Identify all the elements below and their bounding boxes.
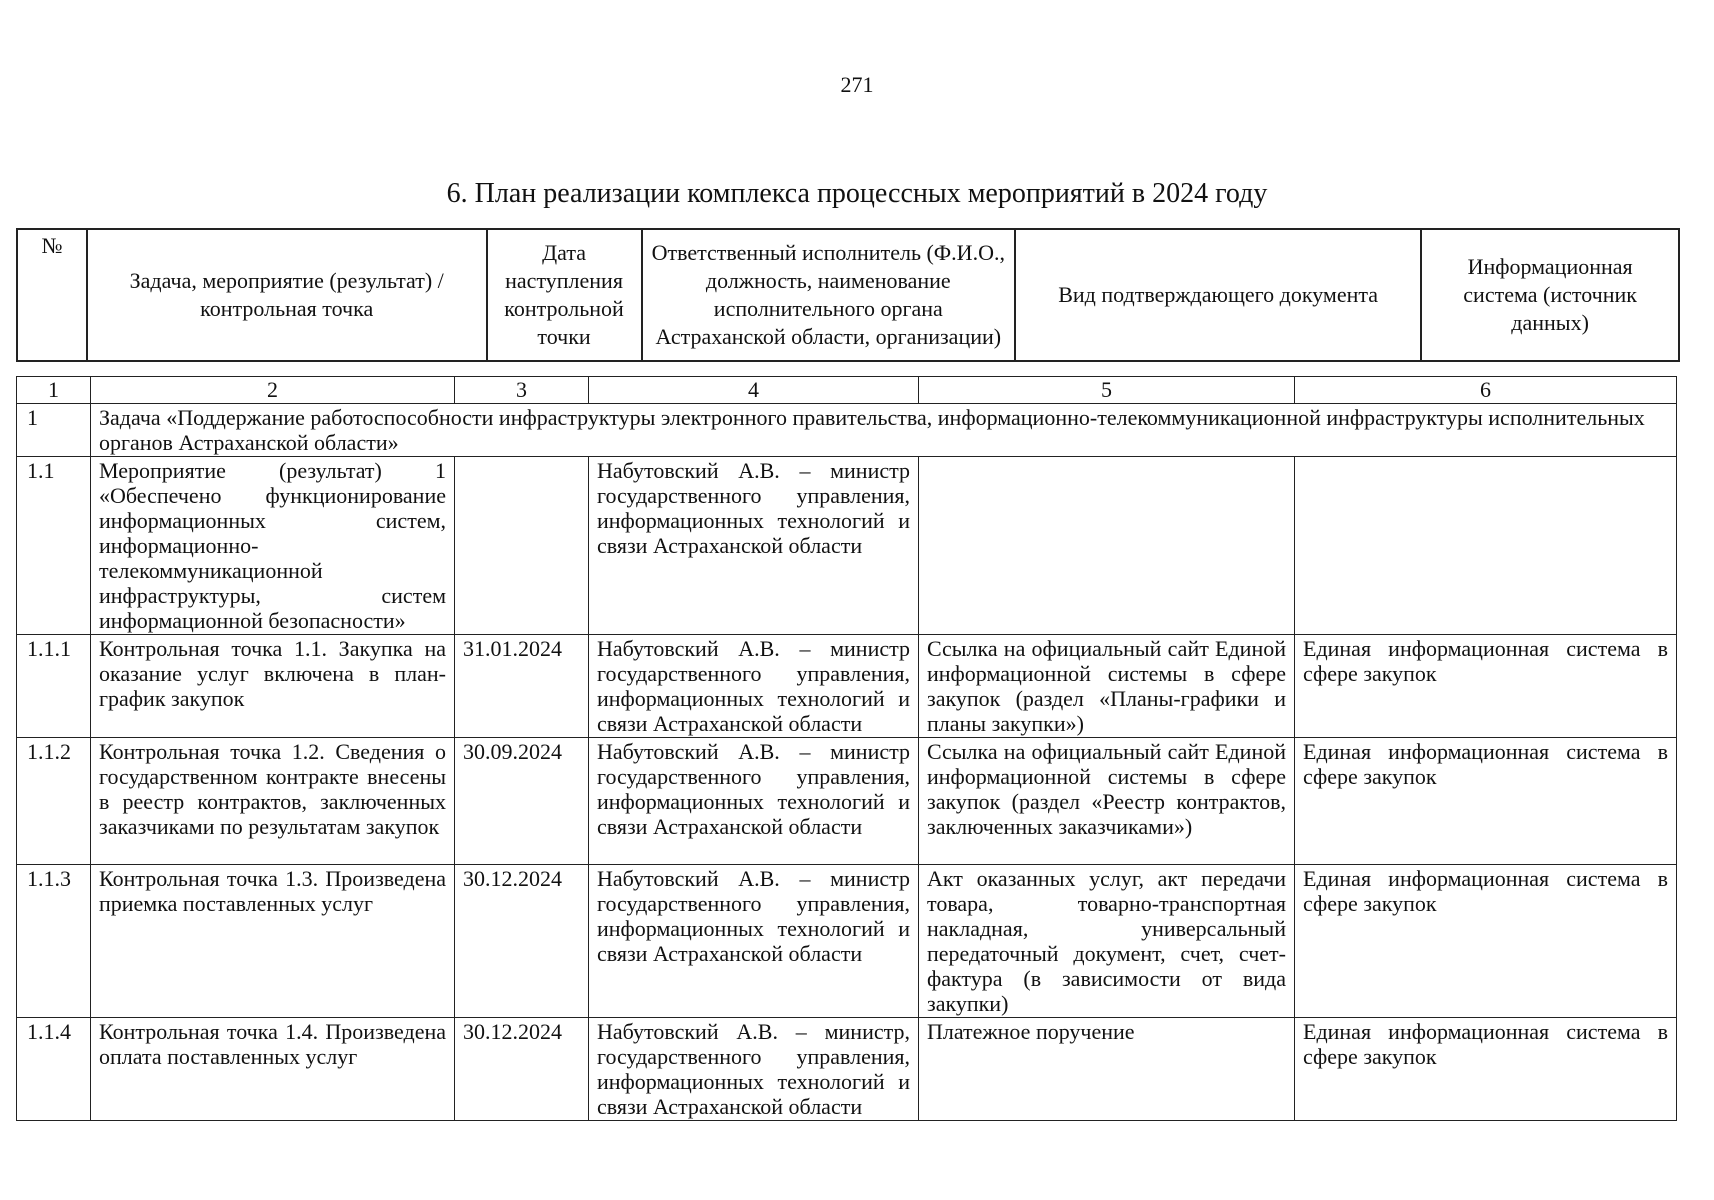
row-system: Единая информационная система в сфере закупок: [1295, 738, 1677, 865]
row-document: [919, 457, 1295, 635]
table-row: [17, 635, 1677, 738]
row-responsible: Набутовский А.В. – министр государственного управления, информационных технологий и связи Астраханской области: [589, 738, 919, 865]
row-responsible: Набутовский А.В. – министр государственного управления, информационных технологий и связи Астраханской области: [589, 635, 919, 738]
row-responsible: Набутовский А.В. – министр государственного управления, информационных технологий и связи Астраханской области: [589, 865, 919, 1018]
column-header-responsible: Ответственный исполнитель (Ф.И.О., должность, наименование исполнительного органа Астраханской области, организации): [642, 229, 1015, 361]
row-name: Контрольная точка 1.2. Сведения о государственном контракте внесены в реестр контрактов, заключенных заказчиками по результатам закупок: [91, 738, 455, 865]
row-name: Контрольная точка 1.3. Произведена приемка поставленных услуг: [91, 865, 455, 1018]
page-title: 6. План реализации комплекса процессных мероприятий в 2024 году: [446, 178, 1268, 209]
row-number: 1.1.1: [17, 635, 91, 738]
row-document: Ссылка на официальный сайт Единой информационной системы в сфере закупок (раздел «Планы-графики и планы закупки»): [919, 635, 1295, 738]
column-header-date: Дата наступления контрольной точки: [487, 229, 642, 361]
table-row: [17, 1018, 1677, 1121]
row-name: Мероприятие (результат) 1 «Обеспечено функционирование информационных систем, информационно-телекоммуникационной инфраструктуры, систем информационной безопасности»: [91, 457, 455, 635]
table-header: [16, 228, 1680, 362]
row-system: [1295, 457, 1677, 635]
row-number: 1.1.4: [17, 1018, 91, 1121]
row-date: 30.12.2024: [455, 865, 589, 1018]
row-responsible: Набутовский А.В. – министр государственного управления, информационных технологий и связи Астраханской области: [589, 457, 919, 635]
row-system: Единая информационная система в сфере закупок: [1295, 1018, 1677, 1121]
page-number: 271: [840, 72, 874, 97]
task-row: [17, 404, 1677, 457]
row-date: 31.01.2024: [455, 635, 589, 738]
table-row: [17, 457, 1677, 635]
row-date: 30.09.2024: [455, 738, 589, 865]
column-header-document: Вид подтверждающего документа: [1015, 229, 1421, 361]
row-name: Контрольная точка 1.4. Произведена оплата поставленных услуг: [91, 1018, 455, 1121]
column-number: 2: [91, 377, 455, 404]
row-number: 1.1.3: [17, 865, 91, 1018]
row-document: Акт оказанных услуг, акт передачи товара, товарно-транспортная накладная, универсальный передаточный документ, счет, счет-фактура (в зависимости от вида закупки): [919, 865, 1295, 1018]
row-system: Единая информационная система в сфере закупок: [1295, 635, 1677, 738]
plan-table: [16, 376, 1677, 1121]
column-header-task: Задача, мероприятие (результат) / контрольная точка: [87, 229, 487, 361]
column-numbers-row: [17, 377, 1677, 404]
row-document: Ссылка на официальный сайт Единой информационной системы в сфере закупок (раздел «Реестр контрактов, заключенных заказчиками»): [919, 738, 1295, 865]
column-number: 5: [919, 377, 1295, 404]
row-document: Платежное поручение: [919, 1018, 1295, 1121]
row-date: 30.12.2024: [455, 1018, 589, 1121]
column-number: 4: [589, 377, 919, 404]
task-number: 1: [17, 404, 91, 457]
table-row: [17, 865, 1677, 1018]
column-number: 1: [17, 377, 91, 404]
column-number: 6: [1295, 377, 1677, 404]
row-name: Контрольная точка 1.1. Закупка на оказание услуг включена в план-график закупок: [91, 635, 455, 738]
task-text: Задача «Поддержание работоспособности инфраструктуры электронного правительства, информационно-телекоммуникационной инфраструктуры исполнительных органов Астраханской области»: [91, 404, 1677, 457]
row-number: 1.1: [17, 457, 91, 635]
column-header-system: Информационная система (источник данных): [1421, 229, 1679, 361]
column-number: 3: [455, 377, 589, 404]
row-date: [455, 457, 589, 635]
column-header-number: №: [17, 229, 87, 361]
table-row: [17, 738, 1677, 865]
row-system: Единая информационная система в сфере закупок: [1295, 865, 1677, 1018]
row-number: 1.1.2: [17, 738, 91, 865]
row-responsible: Набутовский А.В. – министр, государственного управления, информационных технологий и связи Астраханской области: [589, 1018, 919, 1121]
